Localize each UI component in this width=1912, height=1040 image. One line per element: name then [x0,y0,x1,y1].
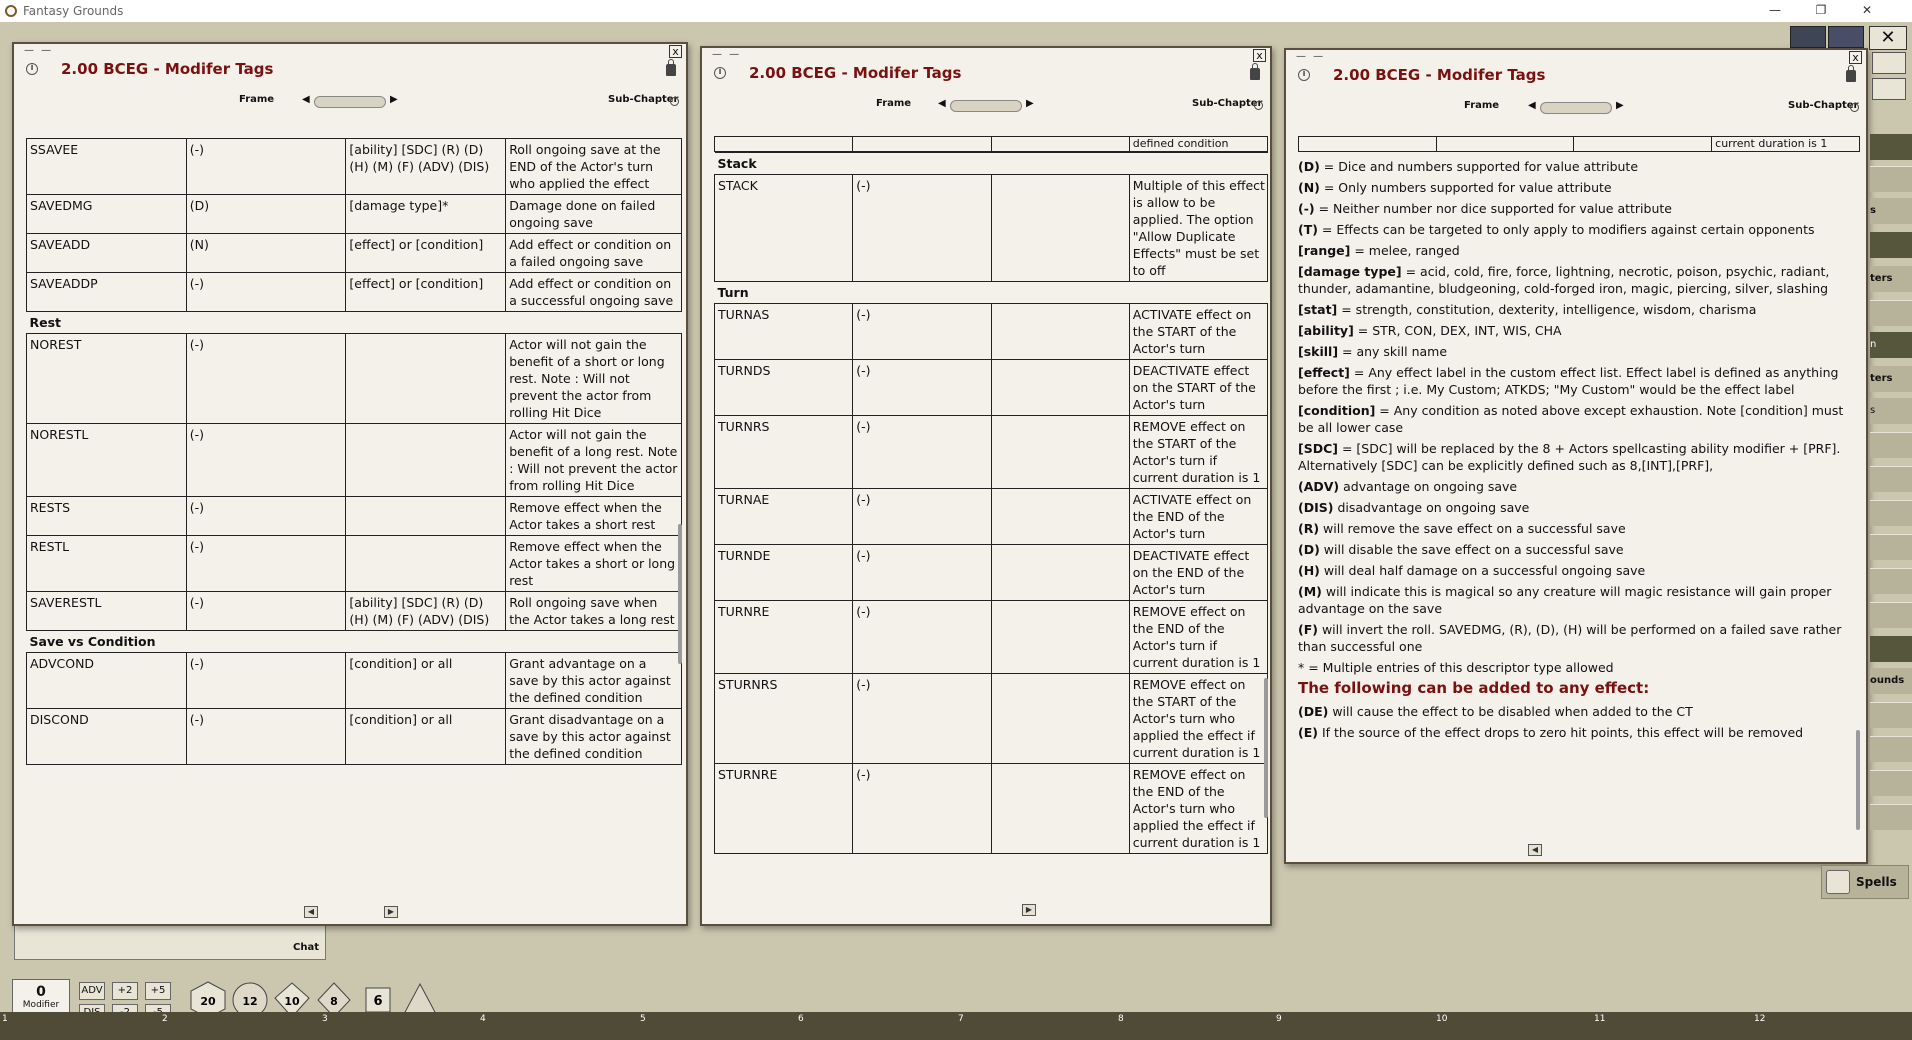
page-next-button[interactable]: ▶ [1022,904,1036,916]
window-drag-handle[interactable]: — — [712,49,742,60]
legend-value: disadvantage on ongoing save [1333,500,1530,515]
d8-label: 8 [330,995,338,1008]
table-cell: Add effect or condition on a successful ongoing save [506,273,682,312]
sidebar-button[interactable] [1870,300,1912,326]
table-cell: (-) [186,709,346,765]
close-button[interactable]: x [669,45,682,58]
d10-label: 10 [284,995,300,1008]
legend-key: (ADV) [1298,479,1340,494]
legend-line [1298,158,1850,175]
sidebar-button[interactable] [1870,568,1912,594]
story-content [1298,136,1860,836]
table-cell: ACTIVATE effect on the START of the Actor's turn [1129,304,1267,360]
table-cell [346,424,506,497]
table-row [715,304,1268,360]
legend-line [1298,659,1850,676]
table-cell: TURNDE [715,545,853,601]
story-window-3 [1284,48,1868,864]
plus2-button[interactable]: +2 [112,982,138,1000]
sidebar-item-label: n [1870,339,1877,350]
table-cell: ACTIVATE effect on the END of the Actor's turn [1129,489,1267,545]
legend-line [1298,242,1850,259]
modifier-table [26,138,682,765]
hotkey-9[interactable]: 9 [1276,1014,1282,1024]
legend-line [1298,499,1850,516]
legend-key: (H) [1298,563,1320,578]
legend-line [1298,478,1850,495]
table-row [27,653,682,709]
window-title[interactable]: 2.00 BCEG - Modifer Tags [1333,66,1546,84]
close-icon[interactable]: ✕ [1869,26,1907,50]
table-row [715,545,1268,601]
legend-value: = any skill name [1338,344,1448,359]
table-cell: STURNRS [715,674,853,764]
legend-key: (R) [1298,521,1320,536]
table-row [715,489,1268,545]
table-cell: (-) [853,764,991,854]
frame-slider[interactable] [314,96,386,108]
legend-value: If the source of the effect drops to zero hit points, this effect will be removed [1317,725,1804,740]
modifier-table [714,152,1268,854]
lock-icon[interactable] [666,64,676,76]
sidebar-button[interactable] [1870,602,1912,628]
sidebar-button[interactable] [1870,804,1912,830]
section-title: Stack [715,153,1268,175]
legend-value: = Dice and numbers supported for value attribute [1319,159,1639,174]
sidebar-button[interactable] [1870,232,1912,258]
library-icon[interactable] [1872,52,1906,74]
modifier-label: Modifier [22,1000,60,1010]
legend-value: will disable the save effect on a successful save [1319,542,1624,557]
table-row [27,139,682,195]
hotkey-3[interactable]: 3 [322,1014,328,1024]
hotkey-6[interactable]: 6 [798,1014,804,1024]
frame-nav [702,98,1270,114]
legend-line [1298,364,1850,398]
d20-label: 20 [200,995,216,1008]
table-section-header [27,312,682,334]
hotkey-12[interactable]: 12 [1754,1014,1766,1024]
prev-arrow-icon[interactable]: ◀ [1528,100,1536,111]
legend-line [1298,621,1850,655]
legend-line [1298,541,1850,558]
sidebar-button[interactable] [1870,534,1912,560]
legend-key: (D) [1298,159,1320,174]
desktop [0,22,1912,1040]
sidebar-item-label: s [1870,205,1876,216]
legend-key: (E) [1298,725,1318,740]
table-cell: DEACTIVATE effect on the END of the Actor's turn [1129,545,1267,601]
table-cell: Actor will not gain the benefit of a long rest. Note : Will not prevent the actor from rolling Hit Dice [506,424,682,497]
sidebar-button[interactable] [1870,466,1912,492]
legend-key: [effect] [1298,365,1350,380]
legend-line [1298,200,1850,217]
table-cell: Remove effect when the Actor takes a short rest [506,497,682,536]
table-cell: (-) [853,360,991,416]
table-cell [991,674,1129,764]
table-cell: Multiple of this effect is allow to be applied. The option "Allow Duplicate Effects" must be set to off [1129,175,1267,282]
lock-icon[interactable] [1250,68,1260,80]
legend-key: (F) [1298,622,1318,637]
table-cell: SAVEADDP [27,273,187,312]
table-cell: TURNRS [715,416,853,489]
portrait-thumb[interactable] [1828,26,1864,48]
legend-line [1298,221,1850,238]
legend-line [1298,322,1850,339]
table-cell: (-) [853,545,991,601]
section-title: Rest [27,312,682,334]
legend-value: will invert the roll. SAVEDMG, (R), (D), (H) will be performed on a failed save rather than successful one [1298,622,1842,654]
legend-key: [damage type] [1298,264,1402,279]
table-cell: (-) [186,592,346,631]
table-cell: (D) [186,195,346,234]
frame-nav [14,94,686,110]
table-row [27,536,682,592]
hotkey-5[interactable]: 5 [640,1014,646,1024]
table-row [715,601,1268,674]
table-cell: (-) [186,139,346,195]
table-cell: (-) [186,424,346,497]
hotkey-7[interactable]: 7 [958,1014,964,1024]
table-cell: TURNAS [715,304,853,360]
d6-label: 6 [373,994,383,1009]
window-header [14,54,686,84]
table-cell: [condition] or all [346,653,506,709]
legend-key: (DE) [1298,704,1329,719]
story-window-1 [12,42,688,926]
legend-value: = Any condition as noted above except exhaustion. Note [condition] must be all lower case [1298,403,1844,435]
table-row [27,497,682,536]
spells-label: Spells [1856,875,1897,889]
scrollbar[interactable] [678,524,682,664]
page-prev-button[interactable]: ◀ [304,906,318,918]
table-cell: REMOVE effect on the START of the Actor's turn who applied the effect if current duration is 1 [1129,674,1267,764]
scrollbar[interactable] [1856,730,1860,830]
legend-line [1298,703,1850,720]
subchapter-radio[interactable] [670,97,679,106]
table-row [27,334,682,424]
story-content [26,138,682,898]
legend-key: (DIS) [1298,500,1334,515]
table-cell: (-) [186,273,346,312]
window-header [1286,60,1866,90]
table-row [27,234,682,273]
legend-value: advantage on ongoing save [1339,479,1518,494]
table-section-header [27,631,682,653]
table-cell: TURNAE [715,489,853,545]
legend-value: = [SDC] will be replaced by the 8 + Actors spellcasting ability modifier + [PRF]. Alternatively [SDC] can be explicitly defined such as 8,[INT],[PRF], [1298,441,1841,473]
sidebar-item-label: s [1870,405,1876,416]
legend-key: [skill] [1298,344,1339,359]
table-cell: REMOVE effect on the END of the Actor's turn if current duration is 1 [1129,601,1267,674]
subchapter-radio[interactable] [1254,101,1263,110]
sidebar-button[interactable] [1870,702,1912,728]
window-title: 2.00 BCEG - Modifer Tags [61,60,274,78]
table-cell: Damage done on failed ongoing save [506,195,682,234]
table-cell: Actor will not gain the benefit of a short or long rest. Note : Will not prevent the actor from rolling Hit Dice [506,334,682,424]
table-cell [991,601,1129,674]
spell-hat-icon [1826,870,1850,894]
window-drag-handle[interactable]: — — [1296,51,1326,62]
d12-label: 12 [242,995,258,1008]
legend-text [1298,158,1860,741]
prev-arrow-icon[interactable]: ◀ [302,94,310,105]
table-cell: (-) [853,489,991,545]
legend-value: = Any effect label in the custom effect list. Effect label is defined as anything before the first ; i.e. My Custom; ATKDS; "My Custom" would be the effect label [1298,365,1839,397]
table-cell: RESTS [27,497,187,536]
hotkey-10[interactable]: 10 [1436,1014,1448,1024]
portrait-thumb[interactable] [1790,26,1826,48]
close-button[interactable]: x [1849,51,1862,64]
legend-value: will remove the save effect on a successful save [1319,521,1626,536]
page-prev-button[interactable]: ◀ [1528,844,1542,856]
table-cell: [effect] or [condition] [346,234,506,273]
hotkey-2[interactable]: 2 [162,1014,168,1024]
sidebar-item-label: ters [1870,373,1893,384]
subchapter-label: Sub-Chapter [1192,98,1263,109]
table-cell: defined condition [1129,137,1267,152]
page-next-button[interactable]: ▶ [384,906,398,918]
sidebar-button[interactable] [1870,770,1912,796]
app-titlebar [0,0,1912,22]
frame-nav [1286,100,1866,116]
legend-value: = acid, cold, fire, force, lightning, necrotic, poison, psychic, radiant, thunder, adamantine, bludgeoning, cold-forged iron, magic, piercing, silver, slashing [1298,264,1830,296]
sidebar-button[interactable] [1870,636,1912,662]
modifier-value: 0 [36,984,46,1000]
hotkey-8[interactable]: 8 [1118,1014,1124,1024]
table-row [27,273,682,312]
table-cell [991,489,1129,545]
table-cell: SAVEDMG [27,195,187,234]
table-cell: TURNRE [715,601,853,674]
modifier-table-fragment [714,136,1268,152]
app-logo-icon [5,5,17,17]
legend-value: will indicate this is magical so any creature will magic resistance will gain proper advantage on the save [1298,584,1832,616]
table-cell: (N) [186,234,346,273]
info-icon[interactable]: i [1298,69,1310,81]
sidebar-item-label: ters [1870,273,1893,284]
legend-line [1298,583,1850,617]
table-cell: current duration is 1 [1712,137,1860,152]
minimize-button[interactable]: — [1769,3,1781,17]
hotkey-11[interactable]: 11 [1594,1014,1606,1024]
table-cell: [ability] [SDC] (R) (D) (H) (M) (F) (ADV) (DIS) [346,592,506,631]
table-cell: (-) [186,536,346,592]
section-title: Save vs Condition [27,631,682,653]
legend-key: (-) [1298,201,1315,216]
next-arrow-icon[interactable]: ▶ [390,94,398,105]
table-cell: (-) [186,334,346,424]
legend-line [1298,402,1850,436]
table-row [27,592,682,631]
table-cell [991,545,1129,601]
table-cell: [ability] [SDC] (R) (D) (H) (M) (F) (ADV) (DIS) [346,139,506,195]
players-icon[interactable] [1872,78,1906,100]
table-cell: (-) [853,416,991,489]
modifier-table-fragment [1298,136,1860,152]
table-cell: TURNDS [715,360,853,416]
sidebar-button[interactable] [1870,668,1912,694]
table-cell [991,764,1129,854]
table-row [27,424,682,497]
table-cell [346,497,506,536]
table-row [715,674,1268,764]
table-cell: STACK [715,175,853,282]
table-row [715,360,1268,416]
legend-key: (T) [1298,222,1318,237]
legend-key: [condition] [1298,403,1376,418]
table-cell: Remove effect when the Actor takes a short or long rest [506,536,682,592]
legend-key: [stat] [1298,302,1338,317]
window-close-button[interactable]: ✕ [1861,3,1873,17]
legend-line [1298,179,1850,196]
legend-value: = strength, constitution, dexterity, intelligence, wisdom, charisma [1337,302,1757,317]
legend-key: (N) [1298,180,1320,195]
info-icon[interactable]: i [26,63,38,75]
table-cell: [damage type]* [346,195,506,234]
table-cell: REMOVE effect on the START of the Actor's turn if current duration is 1 [1129,416,1267,489]
story-window-2 [700,46,1272,926]
legend-line [1298,440,1850,474]
hotkey-1[interactable]: 1 [2,1014,8,1024]
lock-icon[interactable] [1846,70,1856,82]
sidebar-button[interactable] [1870,366,1912,392]
frame-slider[interactable] [1540,102,1612,114]
legend-value: = Neither number nor dice supported for value attribute [1314,201,1672,216]
table-cell: SSAVEE [27,139,187,195]
frame-label: Frame [876,98,912,109]
table-cell: (-) [853,304,991,360]
table-cell: [effect] or [condition] [346,273,506,312]
sidebar-button[interactable] [1870,432,1912,458]
sidebar-item-label: ounds [1870,675,1905,686]
table-cell: (-) [853,601,991,674]
window-title: 2.00 BCEG - Modifer Tags [749,64,962,82]
legend-key: (M) [1298,584,1322,599]
next-arrow-icon[interactable]: ▶ [1616,100,1624,111]
table-cell: Add effect or condition on a failed ongoing save [506,234,682,273]
table-cell: Grant advantage on a save by this actor against the defined condition [506,653,682,709]
sidebar-button[interactable] [1870,266,1912,292]
subchapter-radio[interactable] [1850,103,1859,112]
table-cell: DISCOND [27,709,187,765]
app-title: Fantasy Grounds [23,4,124,18]
table-cell: DEACTIVATE effect on the START of the Actor's turn [1129,360,1267,416]
close-button[interactable]: x [1253,49,1266,62]
frame-label: Frame [239,94,275,105]
legend-value: will cause the effect to be disabled when added to the CT [1328,704,1693,719]
story-content [714,136,1268,902]
legend-line [1298,520,1850,537]
sidebar-button[interactable] [1870,736,1912,762]
chat-button[interactable]: Chat [293,942,319,953]
table-section-header [715,282,1268,304]
frame-slider[interactable] [950,100,1022,112]
table-cell: (-) [186,497,346,536]
frame-label: Frame [1464,100,1500,111]
table-row [27,709,682,765]
table-cell: NOREST [27,334,187,424]
legend-line [1298,301,1850,318]
table-row [715,416,1268,489]
table-cell: STURNRE [715,764,853,854]
legend-line [1298,263,1850,297]
hotkey-bar [0,1012,1912,1040]
legend-value: * = Multiple entries of this descriptor type allowed [1298,660,1614,675]
table-cell [991,304,1129,360]
subchapter-label: Sub-Chapter [608,94,679,105]
table-cell: Grant disadvantage on a save by this actor against the defined condition [506,709,682,765]
legend-line [1298,562,1850,579]
scrollbar[interactable] [1264,678,1268,818]
table-cell: (-) [853,674,991,764]
legend-value: = Only numbers supported for value attribute [1319,180,1612,195]
table-row [27,195,682,234]
table-cell [991,360,1129,416]
legend-line [1298,343,1850,360]
table-cell: REMOVE effect on the END of the Actor's turn who applied the effect if current duration is 1 [1129,764,1267,854]
legend-key: [SDC] [1298,441,1338,456]
table-row [715,175,1268,282]
legend-heading: The following can be added to any effect: [1298,679,1650,697]
section-title: Turn [715,282,1268,304]
table-cell: SAVEADD [27,234,187,273]
info-icon[interactable]: i [714,67,726,79]
legend-line [1298,724,1850,741]
legend-value: will deal half damage on a successful ongoing save [1319,563,1646,578]
plus5-button[interactable]: +5 [145,982,171,1000]
table-cell: (-) [853,175,991,282]
table-cell [991,416,1129,489]
table-cell: [condition] or all [346,709,506,765]
subchapter-label: Sub-Chapter [1788,100,1859,111]
sidebar-button[interactable] [1870,166,1912,192]
table-cell: ADVCOND [27,653,187,709]
hotkey-4[interactable]: 4 [480,1014,486,1024]
adv-button[interactable]: ADV [79,982,105,1000]
sidebar-button[interactable] [1870,398,1912,424]
table-cell: (-) [186,653,346,709]
table-cell [991,175,1129,282]
legend-value: = Effects can be targeted to only apply to modifiers against certain opponents [1317,222,1815,237]
legend-key: [ability] [1298,323,1354,338]
table-cell: RESTL [27,536,187,592]
legend-key: [range] [1298,243,1351,258]
next-arrow-icon[interactable]: ▶ [1026,98,1034,109]
legend-key: (D) [1298,542,1320,557]
table-cell: Roll ongoing save at the END of the Actor's turn who applied the effect [506,139,682,195]
table-cell [346,334,506,424]
legend-value: = STR, CON, DEX, INT, WIS, CHA [1353,323,1562,338]
sidebar-button[interactable] [1870,332,1912,358]
table-section-header [715,153,1268,175]
legend-value: = melee, ranged [1350,243,1460,258]
restore-button[interactable]: ❐ [1815,3,1827,17]
table-cell: NORESTL [27,424,187,497]
table-cell: Roll ongoing save when the Actor takes a long rest [506,592,682,631]
sidebar-button[interactable] [1870,198,1912,224]
window-header [702,58,1270,88]
sidebar-button[interactable] [1870,134,1912,160]
prev-arrow-icon[interactable]: ◀ [938,98,946,109]
table-cell: SAVERESTL [27,592,187,631]
window-drag-handle[interactable]: — — [24,45,54,56]
table-cell [346,536,506,592]
spells-button[interactable] [1821,865,1909,899]
table-row [715,764,1268,854]
sidebar-button[interactable] [1870,500,1912,526]
